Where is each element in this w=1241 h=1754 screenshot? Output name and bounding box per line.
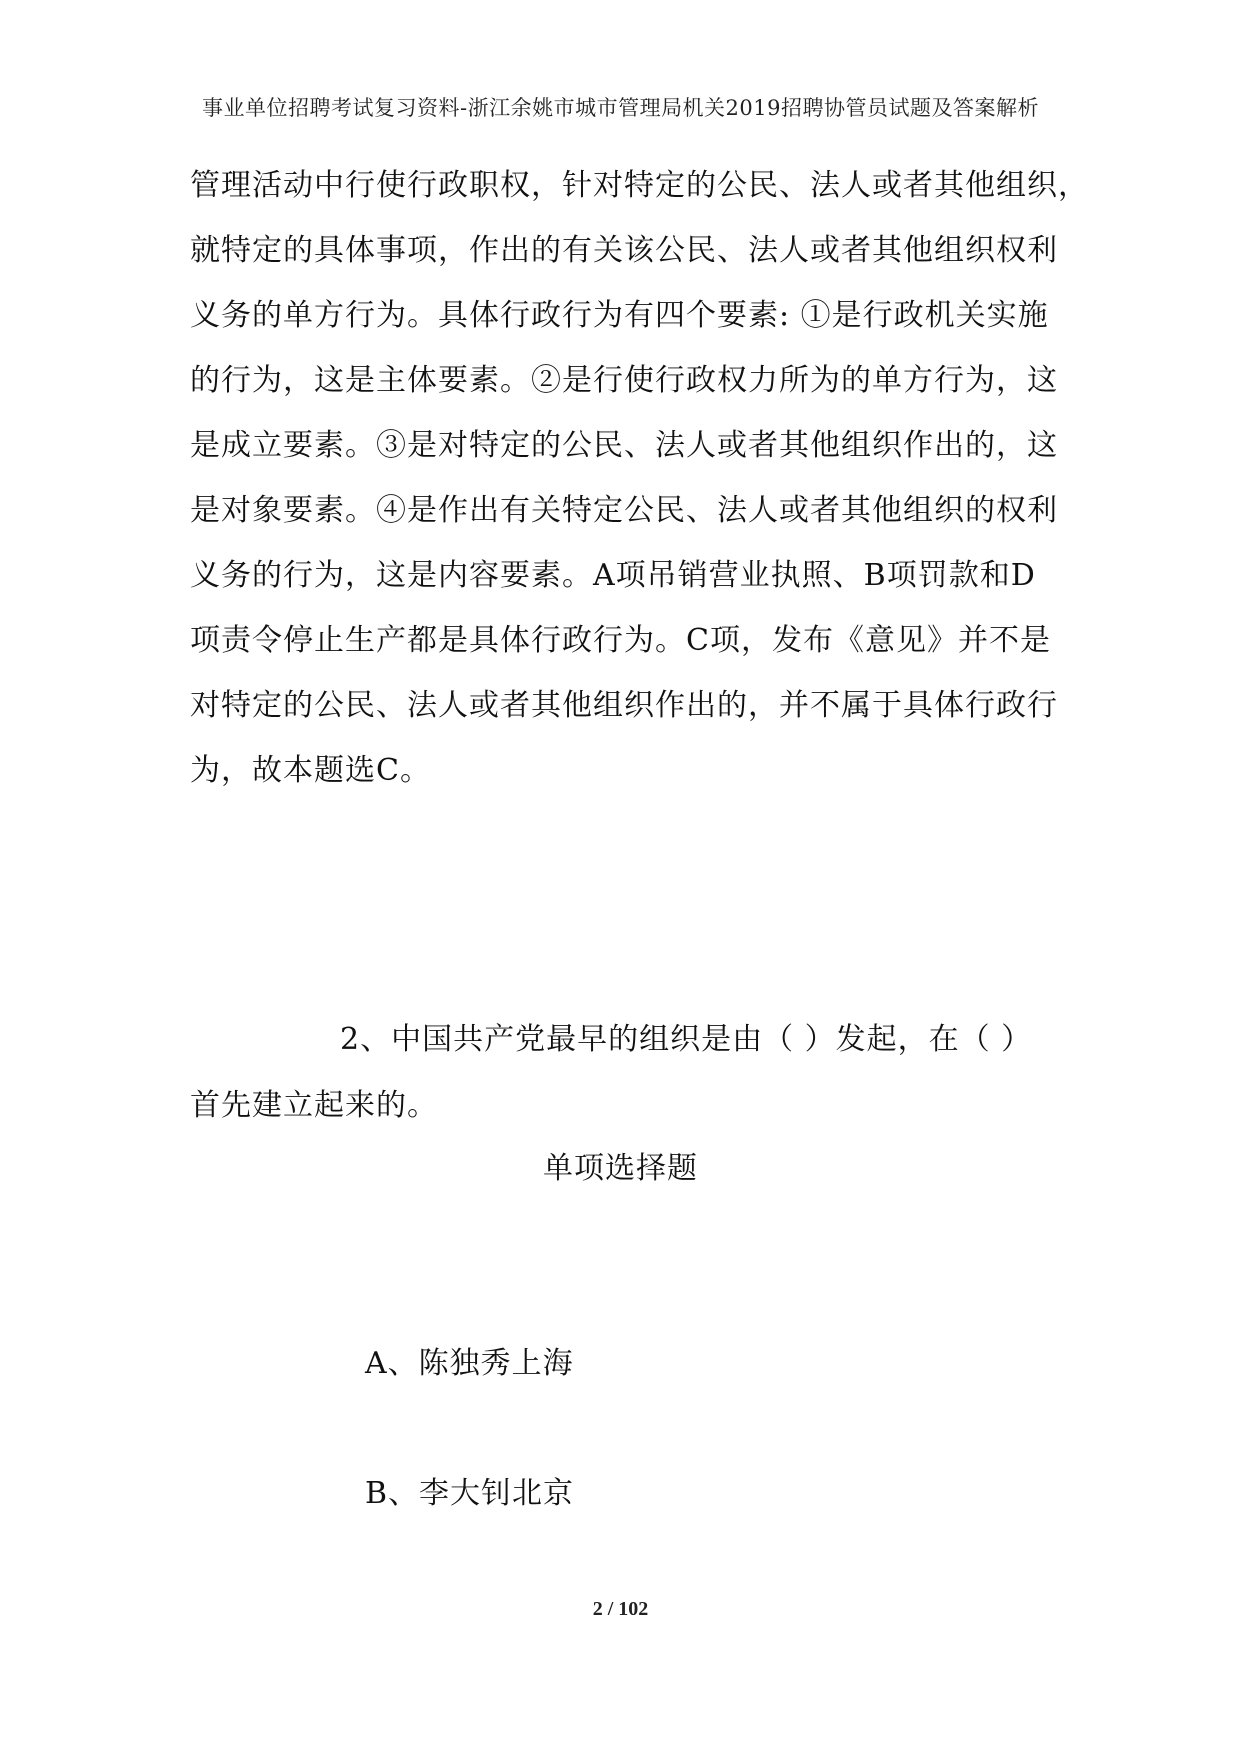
explanation-line: 管理活动中行使行政职权，针对特定的公民、法人或者其他组织， [190,168,1089,203]
explanation-line: 的行为，这是主体要素。②是行使行政权力所为的单方行为，这 [190,363,1058,398]
question-stem-continued: 首先建立起来的。 [190,1088,438,1123]
explanation-line: 为，故本题选C。 [190,753,431,788]
explanation-line: 是成立要素。③是对特定的公民、法人或者其他组织作出的，这 [190,428,1058,463]
explanation-line: 义务的单方行为。具体行政行为有四个要素: ①是行政机关实施 [190,298,1049,333]
page-header: 事业单位招聘考试复习资料-浙江余姚市城市管理局机关2019招聘协管员试题及答案解析 [201,96,1040,120]
option-b: B、李大钊北京 [365,1476,575,1511]
explanation-line: 项责令停止生产都是具体行政行为。C项，发布《意见》并不是 [190,623,1051,658]
question-type-label: 单项选择题 [543,1151,698,1186]
explanation-line: 是对象要素。④是作出有关特定公民、法人或者其他组织的权利 [190,493,1058,528]
page-number: 2 / 102 [592,1598,649,1620]
question-stem: 2、中国共产党最早的组织是由（ ）发起，在（ ） [340,1022,1033,1057]
option-a: A、陈独秀上海 [365,1346,574,1381]
explanation-line: 就特定的具体事项，作出的有关该公民、法人或者其他组织权利 [190,233,1058,268]
explanation-line: 对特定的公民、法人或者其他组织作出的，并不属于具体行政行 [190,688,1058,723]
explanation-line: 义务的行为，这是内容要素。A项吊销营业执照、B项罚款和D [190,558,1036,593]
